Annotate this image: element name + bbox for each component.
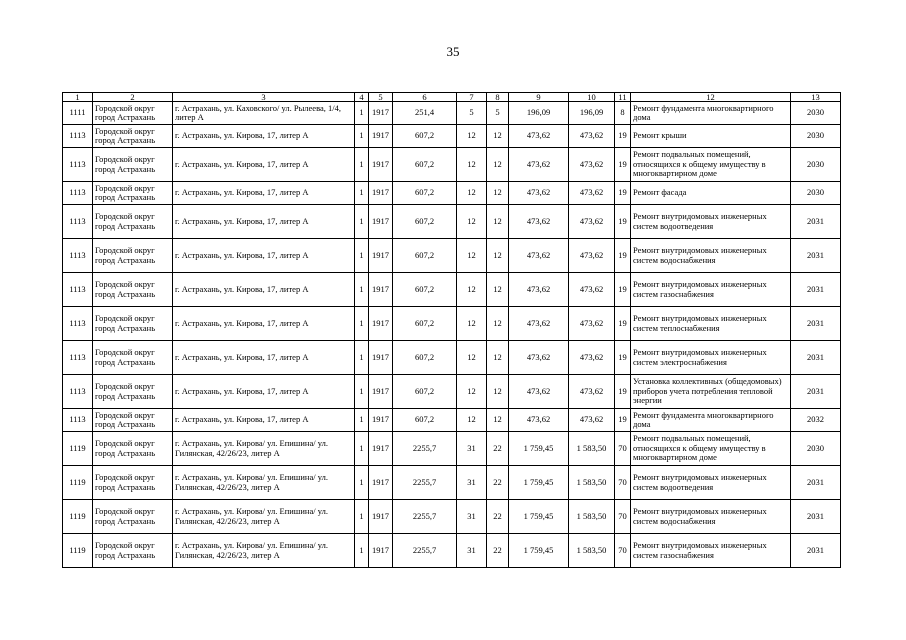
planned-year-cell: 2031 [791,341,841,375]
column-header: 1 [63,93,93,102]
municipality-cell: Городской округ город Астрахань [93,148,173,182]
program-number-cell: 1113 [63,273,93,307]
program-number-cell: 1111 [63,102,93,125]
address-cell: г. Астрахань, ул. Кирова, 17, литер А [173,239,355,273]
program-number-cell: 1113 [63,148,93,182]
address-cell: г. Астрахань, ул. Кирова, 17, литер А [173,409,355,432]
planned-year-cell: 2030 [791,125,841,148]
total-area-cell: 607,2 [393,125,457,148]
table-row [63,182,841,205]
total-area-cell: 607,2 [393,409,457,432]
year-built-cell: 1917 [369,125,393,148]
total-area-cell: 607,2 [393,273,457,307]
residential-premises-cell: 22 [487,534,509,568]
total-area-cell: 2255,7 [393,432,457,466]
residents-cell: 19 [615,205,631,239]
owned-area-cell: 1 583,50 [569,466,615,500]
total-area-cell: 251,4 [393,102,457,125]
living-area-cell: 473,62 [509,375,569,409]
residents-cell: 70 [615,534,631,568]
table-row [63,466,841,500]
work-type-cell: Ремонт фасада [631,182,791,205]
buildings-count-cell: 1 [355,341,369,375]
year-built-cell: 1917 [369,239,393,273]
planned-year-cell: 2030 [791,148,841,182]
owned-area-cell: 473,62 [569,409,615,432]
total-area-cell: 607,2 [393,307,457,341]
year-built-cell: 1917 [369,273,393,307]
owned-area-cell: 473,62 [569,239,615,273]
address-cell: г. Астрахань, ул. Кирова, 17, литер А [173,375,355,409]
column-header: 4 [355,93,369,102]
residential-premises-cell: 12 [487,273,509,307]
residential-premises-cell: 12 [487,182,509,205]
residential-premises-cell: 12 [487,239,509,273]
work-type-cell: Ремонт внутридомовых инженерных систем водоснабжения [631,500,791,534]
column-number-row [63,93,841,102]
program-number-cell: 1113 [63,182,93,205]
planned-year-cell: 2032 [791,409,841,432]
table-row [63,102,841,125]
buildings-count-cell: 1 [355,273,369,307]
planned-year-cell: 2031 [791,500,841,534]
living-area-cell: 473,62 [509,182,569,205]
program-number-cell: 1119 [63,534,93,568]
work-type-cell: Установка коллективных (общедомовых) приборов учета потребления тепловой энергии [631,375,791,409]
planned-year-cell: 2031 [791,375,841,409]
residents-cell: 19 [615,182,631,205]
column-header: 11 [615,93,631,102]
municipality-cell: Городской округ город Астрахань [93,182,173,205]
table-row [63,534,841,568]
year-built-cell: 1917 [369,409,393,432]
table-row [63,148,841,182]
address-cell: г. Астрахань, ул. Кирова, 17, литер А [173,148,355,182]
address-cell: г. Астрахань, ул. Кирова, 17, литер А [173,341,355,375]
apartments-cell: 12 [457,273,487,307]
planned-year-cell: 2031 [791,466,841,500]
planned-year-cell: 2030 [791,182,841,205]
program-number-cell: 1113 [63,375,93,409]
residents-cell: 70 [615,432,631,466]
apartments-cell: 12 [457,375,487,409]
planned-year-cell: 2031 [791,534,841,568]
work-type-cell: Ремонт фундамента многоквартирного дома [631,409,791,432]
column-header: 7 [457,93,487,102]
apartments-cell: 31 [457,466,487,500]
planned-year-cell: 2031 [791,273,841,307]
living-area-cell: 473,62 [509,273,569,307]
column-header: 9 [509,93,569,102]
address-cell: г. Астрахань, ул. Каховского/ ул. Рылеева, 1/4, литер А [173,102,355,125]
total-area-cell: 2255,7 [393,500,457,534]
address-cell: г. Астрахань, ул. Кирова, 17, литер А [173,307,355,341]
municipality-cell: Городской округ город Астрахань [93,466,173,500]
residential-premises-cell: 12 [487,375,509,409]
living-area-cell: 196,09 [509,102,569,125]
year-built-cell: 1917 [369,500,393,534]
buildings-count-cell: 1 [355,148,369,182]
address-cell: г. Астрахань, ул. Кирова, 17, литер А [173,182,355,205]
column-header: 13 [791,93,841,102]
apartments-cell: 12 [457,182,487,205]
municipality-cell: Городской округ город Астрахань [93,273,173,307]
owned-area-cell: 1 583,50 [569,432,615,466]
buildings-count-cell: 1 [355,500,369,534]
total-area-cell: 607,2 [393,205,457,239]
program-number-cell: 1113 [63,341,93,375]
total-area-cell: 607,2 [393,239,457,273]
buildings-count-cell: 1 [355,182,369,205]
year-built-cell: 1917 [369,102,393,125]
residential-premises-cell: 22 [487,500,509,534]
municipality-cell: Городской округ город Астрахань [93,500,173,534]
table-row [63,307,841,341]
owned-area-cell: 196,09 [569,102,615,125]
owned-area-cell: 473,62 [569,307,615,341]
residential-premises-cell: 12 [487,125,509,148]
owned-area-cell: 473,62 [569,182,615,205]
buildings-count-cell: 1 [355,466,369,500]
living-area-cell: 1 759,45 [509,500,569,534]
residents-cell: 19 [615,125,631,148]
table-row [63,125,841,148]
column-header: 5 [369,93,393,102]
apartments-cell: 12 [457,125,487,148]
living-area-cell: 473,62 [509,239,569,273]
total-area-cell: 2255,7 [393,466,457,500]
year-built-cell: 1917 [369,432,393,466]
program-number-cell: 1119 [63,500,93,534]
total-area-cell: 607,2 [393,341,457,375]
column-header: 2 [93,93,173,102]
planned-year-cell: 2031 [791,239,841,273]
residential-premises-cell: 22 [487,466,509,500]
program-number-cell: 1119 [63,466,93,500]
program-number-cell: 1113 [63,205,93,239]
municipality-cell: Городской округ город Астрахань [93,307,173,341]
living-area-cell: 473,62 [509,307,569,341]
residents-cell: 19 [615,409,631,432]
address-cell: г. Астрахань, ул. Кирова, 17, литер А [173,273,355,307]
total-area-cell: 607,2 [393,148,457,182]
work-type-cell: Ремонт крыши [631,125,791,148]
total-area-cell: 607,2 [393,182,457,205]
buildings-count-cell: 1 [355,125,369,148]
year-built-cell: 1917 [369,307,393,341]
column-header: 3 [173,93,355,102]
table-row [63,375,841,409]
year-built-cell: 1917 [369,534,393,568]
apartments-cell: 12 [457,148,487,182]
buildings-count-cell: 1 [355,432,369,466]
municipality-cell: Городской округ город Астрахань [93,102,173,125]
buildings-count-cell: 1 [355,409,369,432]
table-row [63,239,841,273]
work-type-cell: Ремонт внутридомовых инженерных систем электроснабжения [631,341,791,375]
year-built-cell: 1917 [369,205,393,239]
planned-year-cell: 2031 [791,205,841,239]
table-row [63,409,841,432]
residential-premises-cell: 5 [487,102,509,125]
table-row [63,432,841,466]
living-area-cell: 473,62 [509,148,569,182]
work-type-cell: Ремонт подвальных помещений, относящихся к общему имуществу в многоквартирном доме [631,432,791,466]
owned-area-cell: 1 583,50 [569,500,615,534]
apartments-cell: 12 [457,239,487,273]
residents-cell: 70 [615,466,631,500]
total-area-cell: 2255,7 [393,534,457,568]
work-type-cell: Ремонт подвальных помещений, относящихся к общему имуществу в многоквартирном доме [631,148,791,182]
residents-cell: 19 [615,148,631,182]
residential-premises-cell: 12 [487,205,509,239]
year-built-cell: 1917 [369,466,393,500]
residential-premises-cell: 22 [487,432,509,466]
residents-cell: 19 [615,341,631,375]
owned-area-cell: 473,62 [569,125,615,148]
total-area-cell: 607,2 [393,375,457,409]
work-type-cell: Ремонт фундамента многоквартирного дома [631,102,791,125]
apartments-cell: 31 [457,534,487,568]
column-header: 8 [487,93,509,102]
municipality-cell: Городской округ город Астрахань [93,341,173,375]
planned-year-cell: 2030 [791,102,841,125]
program-number-cell: 1113 [63,125,93,148]
program-number-cell: 1113 [63,409,93,432]
apartments-cell: 31 [457,432,487,466]
living-area-cell: 1 759,45 [509,432,569,466]
year-built-cell: 1917 [369,375,393,409]
planned-year-cell: 2030 [791,432,841,466]
work-type-cell: Ремонт внутридомовых инженерных систем газоснабжения [631,273,791,307]
buildings-count-cell: 1 [355,102,369,125]
year-built-cell: 1917 [369,182,393,205]
residents-cell: 19 [615,375,631,409]
program-number-cell: 1113 [63,307,93,341]
apartments-cell: 5 [457,102,487,125]
municipality-cell: Городской округ город Астрахань [93,432,173,466]
table-row [63,341,841,375]
municipality-cell: Городской округ город Астрахань [93,534,173,568]
living-area-cell: 1 759,45 [509,466,569,500]
living-area-cell: 473,62 [509,125,569,148]
owned-area-cell: 473,62 [569,375,615,409]
column-header: 12 [631,93,791,102]
municipality-cell: Городской округ город Астрахань [93,375,173,409]
municipality-cell: Городской округ город Астрахань [93,205,173,239]
work-type-cell: Ремонт внутридомовых инженерных систем теплоснабжения [631,307,791,341]
address-cell: г. Астрахань, ул. Кирова, 17, литер А [173,205,355,239]
apartments-cell: 31 [457,500,487,534]
repair-schedule-table [62,92,841,568]
work-type-cell: Ремонт внутридомовых инженерных систем водоотведения [631,466,791,500]
column-header: 10 [569,93,615,102]
program-number-cell: 1113 [63,239,93,273]
owned-area-cell: 473,62 [569,273,615,307]
buildings-count-cell: 1 [355,239,369,273]
address-cell: г. Астрахань, ул. Кирова/ ул. Епишина/ ул. Гилянская, 42/26/23, литер А [173,534,355,568]
buildings-count-cell: 1 [355,534,369,568]
living-area-cell: 473,62 [509,205,569,239]
apartments-cell: 12 [457,409,487,432]
residential-premises-cell: 12 [487,341,509,375]
residents-cell: 8 [615,102,631,125]
buildings-count-cell: 1 [355,375,369,409]
table-row [63,205,841,239]
program-number-cell: 1119 [63,432,93,466]
buildings-count-cell: 1 [355,307,369,341]
residential-premises-cell: 12 [487,307,509,341]
apartments-cell: 12 [457,205,487,239]
living-area-cell: 473,62 [509,341,569,375]
planned-year-cell: 2031 [791,307,841,341]
residents-cell: 19 [615,273,631,307]
year-built-cell: 1917 [369,341,393,375]
living-area-cell: 1 759,45 [509,534,569,568]
residential-premises-cell: 12 [487,409,509,432]
residents-cell: 19 [615,239,631,273]
residents-cell: 19 [615,307,631,341]
living-area-cell: 473,62 [509,409,569,432]
work-type-cell: Ремонт внутридомовых инженерных систем водоотведения [631,205,791,239]
work-type-cell: Ремонт внутридомовых инженерных систем газоснабжения [631,534,791,568]
year-built-cell: 1917 [369,148,393,182]
buildings-count-cell: 1 [355,205,369,239]
owned-area-cell: 473,62 [569,205,615,239]
page-number: 35 [446,44,460,59]
column-header: 6 [393,93,457,102]
owned-area-cell: 473,62 [569,148,615,182]
work-type-cell: Ремонт внутридомовых инженерных систем водоснабжения [631,239,791,273]
owned-area-cell: 473,62 [569,341,615,375]
address-cell: г. Астрахань, ул. Кирова/ ул. Епишина/ ул. Гилянская, 42/26/23, литер А [173,432,355,466]
owned-area-cell: 1 583,50 [569,534,615,568]
municipality-cell: Городской округ город Астрахань [93,125,173,148]
table-row [63,500,841,534]
residents-cell: 70 [615,500,631,534]
address-cell: г. Астрахань, ул. Кирова, 17, литер А [173,125,355,148]
apartments-cell: 12 [457,307,487,341]
residential-premises-cell: 12 [487,148,509,182]
table-row [63,273,841,307]
address-cell: г. Астрахань, ул. Кирова/ ул. Епишина/ ул. Гилянская, 42/26/23, литер А [173,500,355,534]
address-cell: г. Астрахань, ул. Кирова/ ул. Епишина/ ул. Гилянская, 42/26/23, литер А [173,466,355,500]
municipality-cell: Городской округ город Астрахань [93,239,173,273]
apartments-cell: 12 [457,341,487,375]
municipality-cell: Городской округ город Астрахань [93,409,173,432]
